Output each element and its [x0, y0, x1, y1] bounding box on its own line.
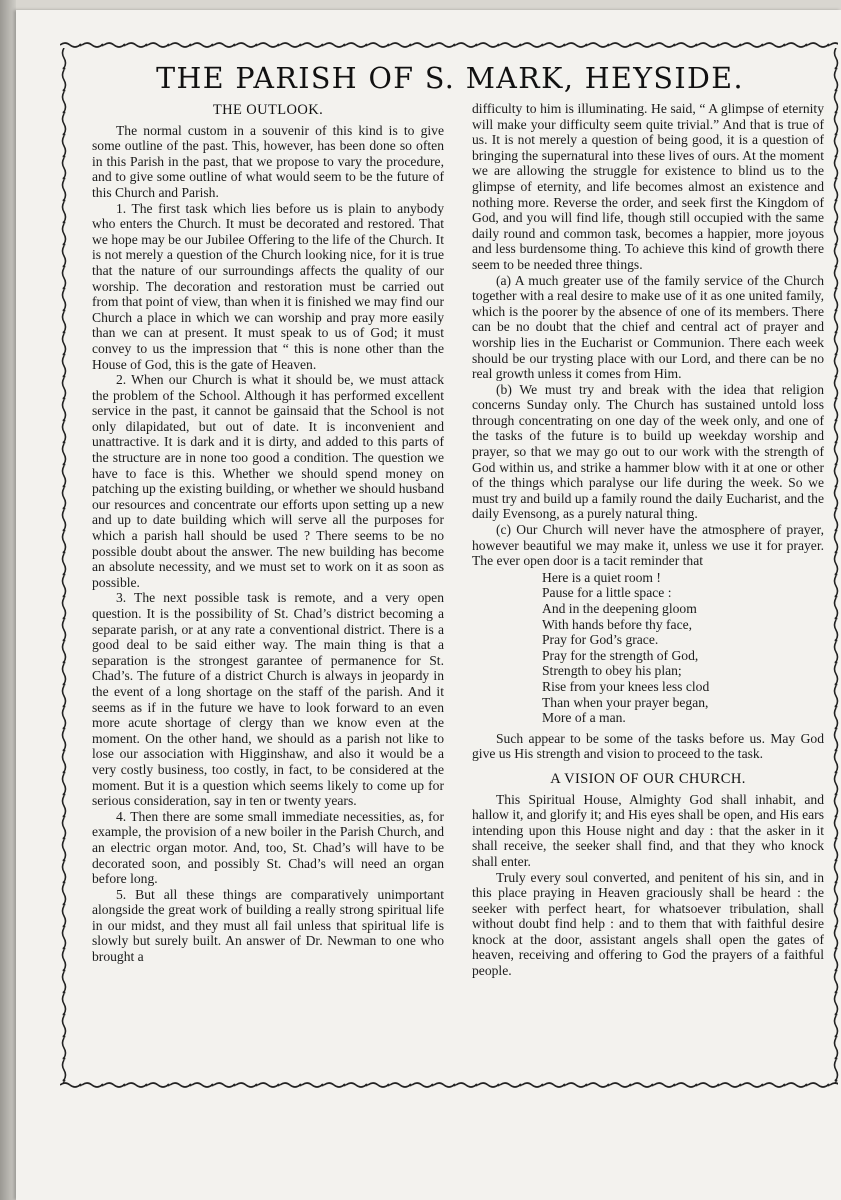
poem-line: More of a man. [542, 710, 626, 726]
outlook-point: (c) Our Church will never have the atmosphere of prayer, however beautiful we may make it, unless we use it for prayer. The ever open door is a tacit reminder that [472, 522, 824, 569]
ornamental-border-left-icon [60, 48, 68, 1084]
vision-heading: A VISION OF OUR CHURCH. [550, 770, 746, 787]
poem-line: And in the deepening gloom [542, 601, 697, 616]
outlook-paragraph: 2. When our Church is what it should be, we must attack the problem of the School. Although it has performed excellent service in the past, it cannot be gainsaid that the School is not only dilapidated, but out of date. It is inconvenient and unattractive. It is dark and it is dirty, and added to this parts of the structure are in none too good a condition. The question we have to face is this. Whether we should spend money on patching up the existing building, or whether we should husband our resources and concentrate our efforts upon setting up a new and up to date building which will serve all the purposes for which a parish hall should be used ? There seems to be no possible doubt about the answer. The new building has become an absolute necessity, and we must set to work on it as soon as possible. [92, 372, 444, 590]
outlook-closing: Such appear to be some of the tasks before us. May God give us His strength and vision to proceed to the task. [472, 730, 824, 762]
page-title: THE PARISH OF S. MARK, HEYSIDE. [156, 62, 744, 95]
page-edge-shadow [0, 0, 16, 1200]
poem-line: With hands before thy face, [542, 616, 693, 632]
right-column [472, 101, 824, 979]
vision-paragraph: This Spiritual House, Almighty God shall inhabit, and hallow it, and glorify it; and His eyes shall be open, and His ears intending upon this House night and day : that the asker in it shall receive, the seeker shall find, and that they who knock shall enter. [472, 791, 824, 869]
ornamental-border-top-icon [60, 40, 838, 50]
poem-line: Here is a quiet room ! [542, 569, 661, 585]
left-column [92, 101, 444, 965]
outlook-paragraph: 1. The first task which lies before us is plain to anybody who enters the Church. It must be decorated and restored. That we hope may be our Jubilee Offering to the life of the Church. It is not merely a question of the Church looking nice, for it is true that the nature of our surroundings affects the quality of our worship. The decoration and restoration must be carried out from that point of view, than when it is finished we may find our Church a place in which we can worship and pray more easily than we can at present. It must speak to us of God; it must convey to us the impression that “ this is none other than the House of God, this is the gate of Heaven. [92, 200, 444, 372]
outlook-paragraph: 4. Then there are some small immediate necessities, as, for example, the provision of a new boiler in the Parish Church, and an electric organ motor. And, too, St. Chad’s will have to be decorated soon, and possibly St. Chad’s will need an organ before long. [92, 808, 444, 887]
outlook-paragraph: 5. But all these things are comparatively unimportant alongside the great work of building a really strong spiritual life in our midst, and they must all fail unless that spiritual life is slowly but surely built. An answer of Dr. Newman to one who brought a [92, 886, 444, 965]
ornamental-border-bottom-icon [60, 1080, 838, 1090]
ornamental-border-right-icon [832, 48, 840, 1084]
outlook-paragraph: 3. The next possible task is remote, and a very open question. It is the possibility of St. Chad’s district becoming a separate parish, or at any rate a conventional district. There is a good deal to be said either way. The main thing is that a separation is the strongest garantee of permanence for St. Chad’s. The future of a district Church is always in jeopardy in the event of a long shortage on the staff of the parish. And it seems as if in the future we have to look forward to an even more acute shortage of clergy than we know even at the moment. On the other hand, we should as a parish not like to lose our association with Higginshaw, and also it would be a very costly business, too costly, in fact, to be considered at the moment. But it is a question which seems likely to come up for serious consideration, say in ten or twenty years. [92, 590, 444, 809]
outlook-heading: THE OUTLOOK. [212, 102, 324, 118]
outlook-point: (a) A much greater use of the family service of the Church together with a real desire to make use of it as one united family, which is the poorer by the absence of one of its members. There can be no doubt that the chief and central act of prayer and worship lies in the Eucharist or Communion. There each week should be our trysting place with our Lord, and there can be no real growth unless it comes from Him. [472, 272, 824, 382]
poem-line: Pray for God’s grace. [542, 632, 659, 648]
poem-line: Pause for a little space : [542, 585, 672, 601]
poem-line: Than when your prayer began, [542, 694, 709, 710]
poem-line: Pray for the strength of God, [542, 647, 699, 663]
outlook-paragraph: The normal custom in a souvenir of this kind is to give some outline of the past. This, however, has been done so often in this Parish in the past, that we propose to vary the procedure, and to give some outline of what would seem to be the future of this Church and Parish. [92, 122, 444, 200]
poem [542, 570, 824, 726]
poem-line: Strength to obey his plan; [542, 663, 682, 679]
poem-line: Rise from your knees less clod [542, 678, 710, 694]
outlook-continuation: difficulty to him is illuminating. He said, “ A glimpse of eternity will make your difficulty seem quite trivial.” And that is true of us. It is not merely a question of being good, it is a question of bringing the supernatural into these lives of ours. At the moment we are allowing the struggle for existence to blind us to the glimpse of eternity, and life becomes almost an existence and nothing more. Reverse the order, and seek first the Kingdom of God, and you will find life, though still occupied with the same daily round and common task, becomes a happier, more joyous and less burdensome thing. To achieve this kind of growth there seem to be needed three things. [472, 101, 824, 272]
outlook-point: (b) We must try and break with the idea that religion concerns Sunday only. The Church has sustained untold loss through concentrating on one day of the week only, and one of the tasks of the future is to build up weekday worship and prayer, so that we may go out to our work with the strength of God within us, and strike a hammer blow with it at one or other of the things which paralyse our life during the week. So we must try and build up a family round the daily Eucharist, and the daily Evensong, as a purely natural thing. [472, 381, 824, 522]
vision-paragraph: Truly every soul converted, and penitent of his sin, and in this place praying in Heaven graciously shall be heard : the seeker with perfect heart, for whatsoever tribulation, shall without doubt find help : and to them that with faithful desire knock at the door, assistant angels shall open the gates of heaven, receiving and offering to God the prayers of a faithful people. [472, 869, 824, 979]
